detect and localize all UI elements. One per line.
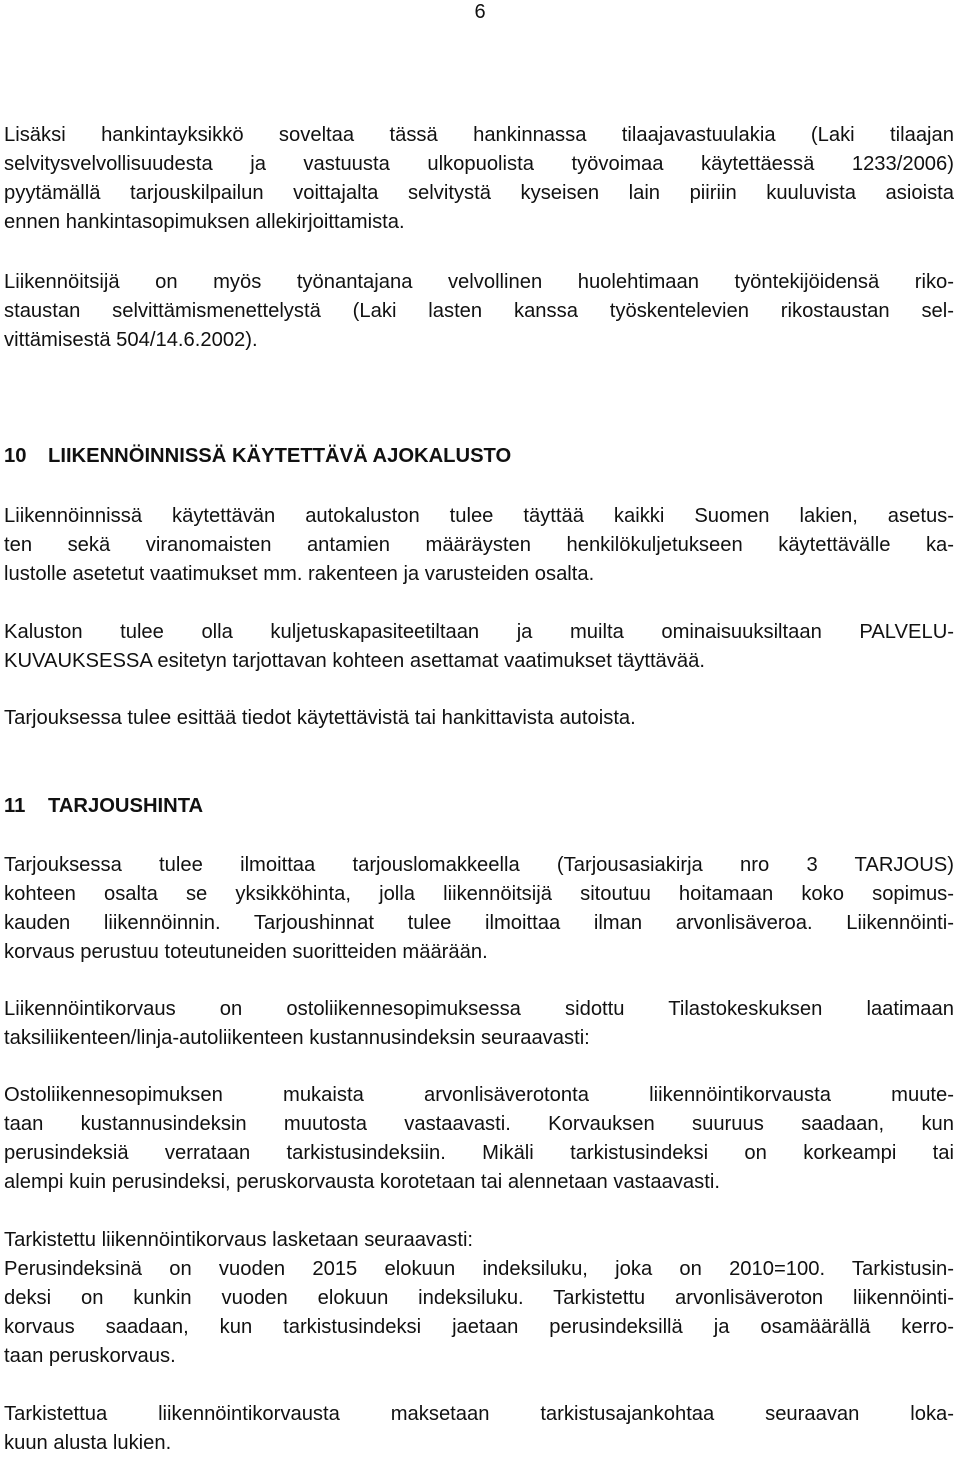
paragraph-calculation	[4, 1226, 954, 1371]
page-number: 6	[474, 1, 486, 23]
paragraph-fleet-capacity	[4, 618, 954, 676]
text-line: Lisäksi hankintayksikkö soveltaa tässä hankinnassa tilaajavastuulakia (Laki tilaajan	[4, 124, 954, 146]
text-line: Liikennöinnissä käytettävän autokaluston tulee täyttää kaikki Suomen lakien, asetus-	[4, 505, 954, 527]
text-line: ennen hankintasopimuksen allekirjoittamista.	[4, 211, 405, 233]
text-line: Tarjouksessa tulee esittää tiedot käytettävistä tai hankittavista autoista.	[4, 707, 636, 729]
section-number: 11	[4, 795, 26, 817]
text-line: pyytämällä tarjouskilpailun voittajalta selvitystä kyseisen lain piiriin kuuluvista asioista	[4, 182, 954, 204]
text-line: vittämisestä 504/14.6.2002).	[4, 329, 258, 351]
text-line: lustolle asetetut vaatimukset mm. rakenteen ja varusteiden osalta.	[4, 563, 595, 585]
text-line: staustan selvittämismenettelystä (Laki lasten kanssa työskentelevien rikostaustan sel-	[4, 300, 954, 322]
text-line: Kaluston tulee olla kuljetuskapasiteetiltaan ja muilta ominaisuuksiltaan PALVELU-	[4, 621, 954, 643]
text-line: korvaus saadaan, kun tarkistusindeksi jaetaan perusindeksillä ja osamäärällä kerro-	[4, 1316, 954, 1338]
paragraph-compensation-change	[4, 1081, 954, 1197]
text-line: taan kustannusindeksin muutosta vastaavasti. Korvauksen suuruus saadaan, kun	[4, 1113, 954, 1135]
section-heading-11	[4, 792, 954, 821]
text-line: ten sekä viranomaisten antamien määräysten henkilökuljetukseen käytettävälle ka-	[4, 534, 954, 556]
section-heading-10	[4, 442, 954, 471]
section-title: TARJOUSHINTA	[48, 795, 204, 817]
text-line: kohteen osalta se yksikköhinta, jolla liikennöitsijä sitoutuu hoitamaan koko sopimus-	[4, 883, 954, 905]
text-line: KUVAUKSESSA esitetyn tarjottavan kohteen asettamat vaatimukset täyttävää.	[4, 650, 705, 672]
paragraph-criminal-record	[4, 268, 954, 355]
section-number: 10	[4, 445, 27, 467]
text-line: taksiliikenteen/linja-autoliikenteen kustannusindeksin seuraavasti:	[4, 1027, 590, 1049]
section-title: LIIKENNÖINNISSÄ KÄYTETTÄVÄ AJOKALUSTO	[48, 445, 512, 467]
paragraph-vehicle-requirements	[4, 502, 954, 589]
paragraph-vehicle-info	[4, 704, 954, 733]
text-line: Tarkistettu liikennöintikorvaus lasketaan seuraavasti:	[4, 1229, 474, 1251]
text-line: perusindeksiä verrataan tarkistusindeksiin. Mikäli tarkistusindeksi on korkeampi tai	[4, 1142, 954, 1164]
text-line: taan peruskorvaus.	[4, 1345, 176, 1367]
paragraph-subscriber-liability	[4, 121, 954, 237]
text-line: Liikennöitsijä on myös työnantajana velvollinen huolehtimaan työntekijöidensä riko-	[4, 271, 954, 293]
text-line: selvitysvelvollisuudesta ja vastuusta ulkopuolista työvoimaa käytettäessä 1233/2006)	[4, 153, 954, 175]
text-line: deksi on kunkin vuoden elokuun indeksiluku. Tarkistettu arvonlisäveroton liikennöinti-	[4, 1287, 954, 1309]
paragraph-cost-index	[4, 995, 954, 1053]
text-line: Perusindeksinä on vuoden 2015 elokuun indeksiluku, joka on 2010=100. Tarkistusin-	[4, 1258, 954, 1280]
text-line: korvaus perustuu toteutuneiden suoritteiden määrään.	[4, 941, 488, 963]
text-line: Tarjouksessa tulee ilmoittaa tarjouslomakkeella (Tarjousasiakirja nro 3 TARJOUS)	[4, 854, 954, 876]
text-line: Tarkistettua liikennöintikorvausta maksetaan tarkistusajankohtaa seuraavan loka-	[4, 1403, 954, 1425]
text-line: kuun alusta lukien.	[4, 1432, 172, 1454]
text-line: Ostoliikennesopimuksen mukaista arvonlisäverotonta liikennöintikorvausta muute-	[4, 1084, 954, 1106]
text-line: Liikennöintikorvaus on ostoliikennesopimuksessa sidottu Tilastokeskuksen laatimaan	[4, 998, 954, 1020]
text-line: alempi kuin perusindeksi, peruskorvausta korotetaan tai alennetaan vastaavasti.	[4, 1171, 720, 1193]
text-line: kauden liikennöinnin. Tarjoushinnat tulee ilmoittaa ilman arvonlisäveroa. Liikennöinti-	[4, 912, 954, 934]
paragraph-unit-price	[4, 851, 954, 967]
paragraph-payment-timing	[4, 1400, 954, 1458]
